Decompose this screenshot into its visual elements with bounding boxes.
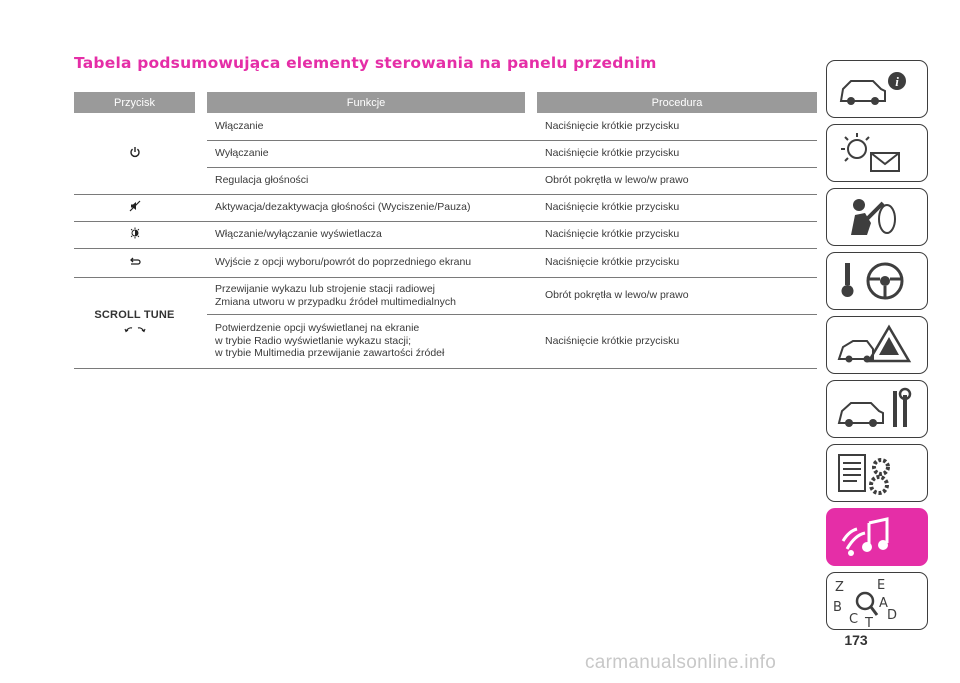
- index-letter: B: [833, 600, 842, 615]
- key-steering-wheel-icon: [827, 253, 927, 309]
- function-cell: Wyjście z opcji wyboru/powrót do poprzedniego ekranu: [207, 248, 525, 277]
- header-button: Przycisk: [74, 92, 195, 113]
- function-cell: Przewijanie wykazu lub strojenie stacji radiowej Zmiana utworu w przypadku źródeł multimedialnych: [207, 277, 525, 314]
- function-cell: Włączanie/wyłączanie wyświetlacza: [207, 221, 525, 248]
- page-title: Tabela podsumowująca elementy sterowania na panelu przednim: [74, 54, 657, 72]
- display-brightness-icon: [129, 227, 141, 239]
- procedure-cell: Naciśnięcie krótkie przycisku: [537, 140, 817, 167]
- car-info-icon: [827, 61, 927, 117]
- table-row: [74, 248, 817, 277]
- airbag-person-icon: [827, 189, 927, 245]
- function-cell: Włączanie: [207, 113, 525, 140]
- mute-button-cell: [74, 194, 195, 221]
- table-row: [74, 113, 817, 140]
- chapter-tab-maintenance[interactable]: [826, 380, 928, 438]
- mute-icon: [129, 200, 141, 212]
- index-letter: A: [879, 596, 888, 611]
- function-cell: Potwierdzenie opcji wyświetlanej na ekranie w trybie Radio wyświetlanie wykazu stacji; w trybie Multimedia przewijanie zawartości źródeł: [207, 314, 525, 368]
- table-row: [74, 221, 817, 248]
- index-letter: D: [887, 608, 898, 623]
- index-letter: E: [877, 578, 886, 593]
- scroll-tune-button-cell: [74, 277, 195, 368]
- header-functions: Funkcje: [207, 92, 525, 113]
- svg-text:i: i: [895, 74, 899, 89]
- procedure-cell: Naciśnięcie krótkie przycisku: [537, 221, 817, 248]
- back-button-cell: [74, 248, 195, 277]
- warning-lights-message-icon: [827, 125, 927, 181]
- alphabetical-index-icon: [827, 573, 927, 629]
- power-icon: [129, 146, 141, 158]
- display-button-cell: [74, 221, 195, 248]
- accident-warning-icon: [827, 317, 927, 373]
- chapter-tab-starting-driving[interactable]: [826, 252, 928, 310]
- back-icon: [129, 255, 141, 267]
- chapter-tab-index[interactable]: [826, 572, 928, 630]
- function-cell: Wyłączanie: [207, 140, 525, 167]
- table-header-row: [74, 92, 817, 113]
- chapter-tab-technical-data[interactable]: [826, 444, 928, 502]
- controls-summary-table: [74, 92, 817, 369]
- procedure-cell: Obrót pokrętła w lewo/w prawo: [537, 167, 817, 194]
- chapter-tab-safety[interactable]: [826, 188, 928, 246]
- function-cell: Regulacja głośności: [207, 167, 525, 194]
- procedure-cell: Obrót pokrętła w lewo/w prawo: [537, 277, 817, 314]
- header-procedure: Procedura: [537, 92, 817, 113]
- technical-data-gears-icon: [827, 445, 927, 501]
- procedure-cell: Naciśnięcie krótkie przycisku: [537, 248, 817, 277]
- procedure-cell: Naciśnięcie krótkie przycisku: [537, 113, 817, 140]
- table-row: [74, 194, 817, 221]
- procedure-cell: Naciśnięcie krótkie przycisku: [537, 194, 817, 221]
- chapter-tab-car-info[interactable]: [826, 60, 928, 118]
- scroll-tune-label: SCROLL TUNE: [94, 309, 175, 321]
- index-letter: Z: [835, 580, 844, 595]
- car-service-wrench-icon: [827, 381, 927, 437]
- chapter-tab-emergency[interactable]: [826, 316, 928, 374]
- table-row: [74, 277, 817, 314]
- rotary-arrows-icon: [124, 325, 146, 333]
- watermark-text: carmanualsonline.info: [585, 652, 777, 673]
- multimedia-music-icon: [827, 509, 927, 565]
- page-number: 173: [844, 632, 868, 648]
- index-letter: T: [865, 616, 873, 629]
- function-cell: Aktywacja/dezaktywacja głośności (Wyciszenie/Pauza): [207, 194, 525, 221]
- index-letter: C: [849, 612, 859, 627]
- power-button-cell: [74, 113, 195, 194]
- chapter-tab-warning-lights[interactable]: [826, 124, 928, 182]
- chapter-tab-multimedia[interactable]: [826, 508, 928, 566]
- procedure-cell: Naciśnięcie krótkie przycisku: [537, 314, 817, 368]
